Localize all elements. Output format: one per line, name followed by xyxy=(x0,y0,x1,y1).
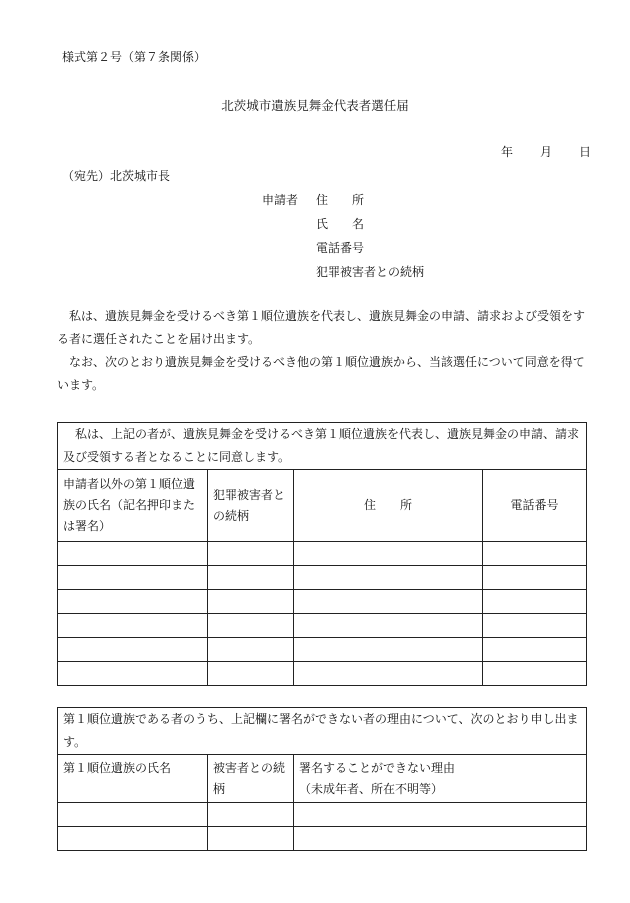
table-cell[interactable] xyxy=(483,590,587,614)
table-cell[interactable] xyxy=(294,803,587,827)
header-victim-relation: 被害者との続柄 xyxy=(208,755,294,803)
header-reason-title: 署名することができない理由 xyxy=(299,760,456,775)
header-address: 住 所 xyxy=(294,470,483,542)
table-cell[interactable] xyxy=(208,827,294,851)
header-reason xyxy=(294,755,587,803)
applicant-label: 申請者 xyxy=(262,193,299,207)
table-cell[interactable] xyxy=(58,638,208,662)
table-cell[interactable] xyxy=(58,542,208,566)
applicant-address-label: 住 所 xyxy=(316,193,365,207)
table-row xyxy=(58,662,587,686)
table-row xyxy=(58,542,587,566)
date-year: 年 xyxy=(501,145,514,159)
table-cell[interactable] xyxy=(208,614,294,638)
consent-statement: 私は、上記の者が、遺族見舞金を受けるべき第１順位遺族を代表し、遺族見舞金の申請、請求及び受領する者となることに同意します。 xyxy=(58,423,587,470)
form-number: 様式第２号（第７条関係） xyxy=(62,50,207,64)
table-cell[interactable] xyxy=(294,566,483,590)
table-cell[interactable] xyxy=(483,638,587,662)
table-cell[interactable] xyxy=(483,662,587,686)
applicant-phone-label: 電話番号 xyxy=(316,241,365,255)
table-cell[interactable] xyxy=(58,590,208,614)
table-cell[interactable] xyxy=(294,638,483,662)
applicant-relation-label: 犯罪被害者との続柄 xyxy=(316,265,425,279)
header-relation: 犯罪被害者との続柄 xyxy=(208,470,294,542)
table-cell[interactable] xyxy=(294,827,587,851)
table-cell[interactable] xyxy=(294,590,483,614)
table-cell[interactable] xyxy=(58,662,208,686)
header-heir-name: 第１順位遺族の氏名 xyxy=(58,755,208,803)
table-row xyxy=(58,566,587,590)
table-cell[interactable] xyxy=(294,662,483,686)
table-cell[interactable] xyxy=(208,638,294,662)
declaration-paragraph: 私は、遺族見舞金を受けるべき第１順位遺族を代表し、遺族見舞金の申請、請求および受領をする者に選任されたことを届け出ます。 xyxy=(57,309,586,346)
applicant-name-label: 氏 名 xyxy=(316,217,365,231)
table-cell[interactable] xyxy=(483,614,587,638)
header-other-heir-name: 申請者以外の第１順位遺族の氏名（記名押印または署名） xyxy=(58,470,208,542)
table-cell[interactable] xyxy=(208,803,294,827)
table-row xyxy=(58,803,587,827)
table-cell[interactable] xyxy=(208,542,294,566)
table-row xyxy=(58,638,587,662)
reason-statement: 第１順位遺族である者のうち、上記欄に署名ができない者の理由について、次のとおり申し出ます。 xyxy=(58,708,587,755)
table-cell[interactable] xyxy=(208,566,294,590)
addressee: （宛先）北茨城市長 xyxy=(62,169,171,183)
table-row xyxy=(58,614,587,638)
table-cell[interactable] xyxy=(483,566,587,590)
table-cell[interactable] xyxy=(58,803,208,827)
declaration-body xyxy=(57,305,592,397)
date-month: 月 xyxy=(540,145,553,159)
table-cell[interactable] xyxy=(58,566,208,590)
form-title: 北茨城市遺族見舞金代表者選任届 xyxy=(221,98,409,113)
table-cell[interactable] xyxy=(483,542,587,566)
table-cell[interactable] xyxy=(208,590,294,614)
header-phone: 電話番号 xyxy=(483,470,587,542)
table-cell[interactable] xyxy=(58,827,208,851)
table-cell[interactable] xyxy=(294,614,483,638)
header-reason-note: （未成年者、所在不明等） xyxy=(299,781,444,796)
date-day: 日 xyxy=(579,145,592,159)
table-row xyxy=(58,827,587,851)
table-cell[interactable] xyxy=(294,542,483,566)
reason-table xyxy=(57,707,587,851)
consent-paragraph: なお、次のとおり遺族見舞金を受けるべき他の第１順位遺族から、当該選任について同意を得ています。 xyxy=(57,355,585,392)
table-cell[interactable] xyxy=(58,614,208,638)
consent-table xyxy=(57,422,587,686)
table-cell[interactable] xyxy=(208,662,294,686)
table-row xyxy=(58,590,587,614)
